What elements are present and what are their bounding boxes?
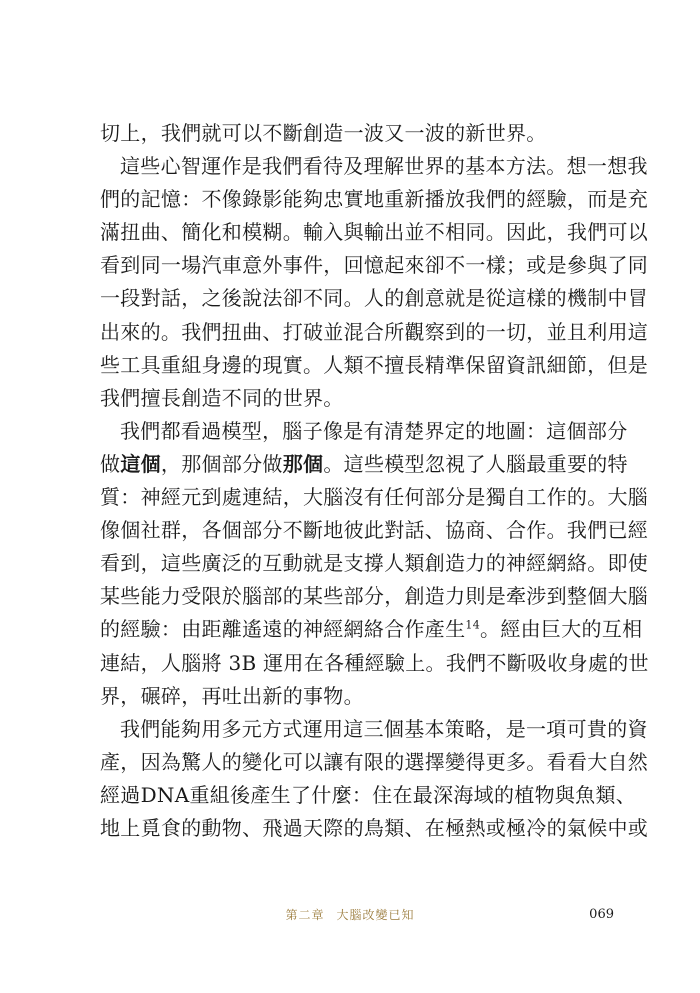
text-line: 我們擅長創造不同的世界。 [100,385,344,410]
text-line: 出來的。我們扭曲、打破並混合所觀察到的一切，並且利用這 [100,319,649,344]
chapter-number: 第二章 [285,908,325,922]
text-fragment: ，那個部分做 [160,451,283,476]
text-line: 一段對話，之後說法卻不同。人的創意就是從這樣的機制中冒 [100,286,649,311]
page-footer [0,903,700,927]
text-line: 這些心智運作是我們看待及理解世界的基本方法。想一想我 [120,154,648,179]
text-line: 們的記憶：不像錄影能夠忠實地重新播放我們的經驗，而是充 [100,187,649,212]
text-line: 我們都看過模型，腦子像是有清楚界定的地圖：這個部分 [120,418,628,443]
page-number: 069 [589,907,614,922]
text-line: 切上，我們就可以不斷創造一波又一波的新世界。 [100,121,547,145]
text-line: 我們能夠用多元方式運用這三個基本策略，是一項可貴的資 [120,716,648,741]
text-line: 質：神經元到處連結，大腦沒有任何部分是獨自工作的。大腦 [100,485,649,510]
text-line: 經過DNA重組後產生了什麼：住在最深海域的植物與魚類、 [100,782,637,807]
text-line-with-emphasis [100,448,628,481]
text-line: 看到同一場汽車意外事件，回憶起來卻不一樣；或是參與了同 [100,253,649,278]
text-line-with-footnote [100,613,643,646]
text-fragment: 的經驗：由距離遙遠的神經網絡合作產生 [100,617,466,642]
text-line: 連結，人腦將 3B 運用在各種經驗上。我們不斷吸收身處的世 [100,650,649,675]
text-fragment: 做 [100,451,121,476]
text-fragment: 。這些模型忽視了人腦最重要的特 [323,451,628,476]
text-line: 滿扭曲、簡化和模糊。輸入與輸出並不相同。因此，我們可以 [100,220,649,245]
text-line: 界，碾碎，再吐出新的事物。 [100,683,364,708]
text-line: 地上覓食的動物、飛過天際的鳥類、在極熱或極冷的氣候中或 [100,815,649,840]
emphasis-text: 這個 [120,451,161,476]
text-line: 像個社群，各個部分不斷地彼此對話、協商、合作。我們已經 [100,518,649,543]
text-line: 產，因為驚人的變化可以讓有限的選擇變得更多。看看大自然 [100,749,649,774]
text-line: 看到，這些廣泛的互動就是支撐人類創造力的神經網絡。即使 [100,551,649,576]
footnote-marker[interactable]: 14 [465,618,481,632]
text-fragment: 。經由巨大的互相 [480,617,643,642]
text-line: 某些能力受限於腦部的某些部分，創造力則是牽涉到整個大腦 [100,584,649,609]
body-text [100,117,649,845]
text-line: 些工具重組身邊的現實。人類不擅長精準保留資訊細節，但是 [100,352,649,377]
emphasis-text: 那個 [282,451,324,476]
chapter-title: 大腦改變已知 [336,908,415,922]
